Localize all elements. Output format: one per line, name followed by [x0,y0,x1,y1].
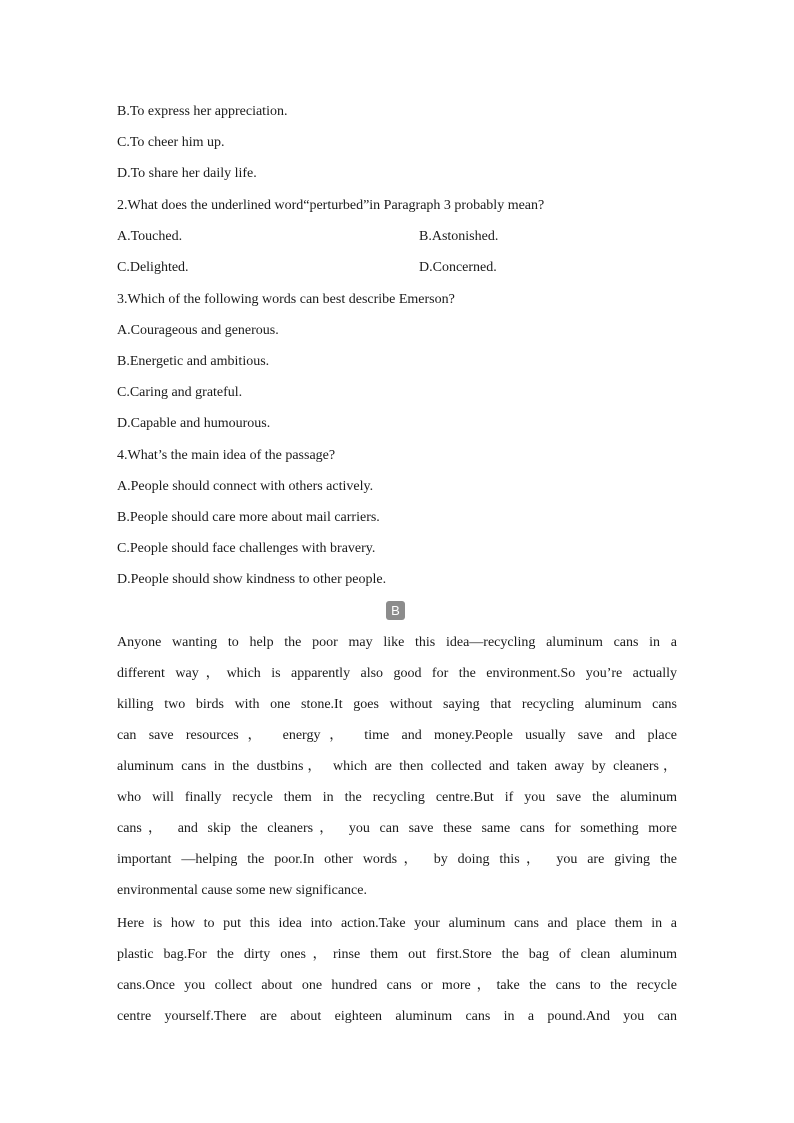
passage-b-paragraph-2 [117,915,677,1039]
q1-option-d: D.To share her daily life. [117,166,257,181]
section-b-badge: B [386,601,405,620]
q3-stem: 3.Which of the following words can best describe Emerson? [117,292,455,307]
passage-line: who will finally recycle them in the recycling centre.But if you save the aluminum [117,790,677,805]
q4-option-d: D.People should show kindness to other people. [117,572,387,587]
q4-stem: 4.What’s the main idea of the passage? [117,448,336,463]
passage-line: different way，which is apparently also good for the environment.So you’re actually [117,666,677,681]
passage-line: killing two birds with one stone.It goes without saying that recycling aluminum cans [117,697,677,712]
q4-option-b: B.People should care more about mail carriers. [117,510,380,525]
passage-b-paragraph-1 [117,634,677,913]
passage-line: can save resources， energy， time and money.People usually save and place [117,728,677,743]
q3-option-d: D.Capable and humourous. [117,416,271,431]
passage-line: cans， and skip the cleaners， you can save these same cans for something more [117,821,677,836]
q2-option-a: A.Touched. [117,229,183,244]
passage-line: Anyone wanting to help the poor may like this idea—recycling aluminum cans in a [117,635,677,650]
q2-option-b: B.Astonished. [419,229,499,244]
passage-line: plastic bag.For the dirty ones，rinse them out first.Store the bag of clean aluminum [117,947,677,962]
q4-option-c: C.People should face challenges with bravery. [117,541,376,556]
passage-line: environmental cause some new significance. [117,883,367,898]
q4-option-a: A.People should connect with others actively. [117,479,374,494]
q2-option-c: C.Delighted. [117,260,189,275]
passage-line: cans.Once you collect about one hundred cans or more，take the cans to the recycle [117,978,677,993]
passage-line: Here is how to put this idea into action.Take your aluminum cans and place them in a [117,916,677,931]
passage-line: centre yourself.There are about eighteen aluminum cans in a pound.And you can [117,1009,677,1024]
q1-option-b: B.To express her appreciation. [117,104,288,119]
q3-option-a: A.Courageous and generous. [117,323,279,338]
q1-option-c: C.To cheer him up. [117,135,225,150]
passage-line: aluminum cans in the dustbins， which are then collected and taken away by cleaners， [117,759,677,774]
q2-stem: 2.What does the underlined word“perturbed”in Paragraph 3 probably mean? [117,198,545,213]
q2-option-d: D.Concerned. [419,260,497,275]
q3-option-c: C.Caring and grateful. [117,385,243,400]
q3-option-b: B.Energetic and ambitious. [117,354,270,369]
passage-line: important —helping the poor.In other words， by doing this， you are giving the [117,852,677,867]
